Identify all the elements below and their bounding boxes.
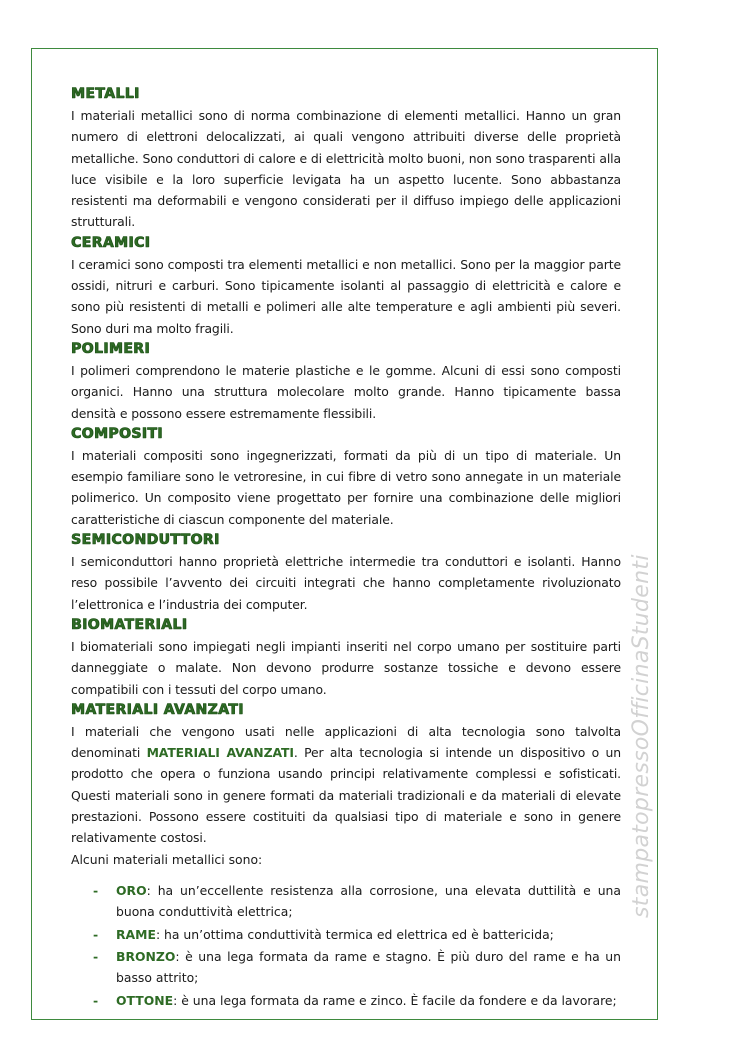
- heading-compositi: COMPOSITI: [71, 425, 163, 442]
- paragraph-materiali-avanzati: [71, 721, 621, 849]
- text-before-highlight: I materiali che vengono usati nelle applicazioni di alta tecnologia sono talvolta denominati: [71, 723, 621, 761]
- item-description: : ha un’eccellente resistenza alla corrosione, una elevata duttilità e una buona conduttività elettrica;: [116, 882, 621, 920]
- paragraph-ceramici: I ceramici sono composti tra elementi metallici e non metallici. Sono per la maggior parte ossidi, nitruri e carburi. Sono tipicamente isolanti al passaggio di elettricità e calore e sono più resistenti di metalli e polimeri alle alte temperature e agli ambienti più severi. Sono duri ma molto fragili.: [71, 256, 621, 336]
- item-term: BRONZO: [116, 949, 176, 965]
- item-term: OTTONE: [116, 992, 174, 1008]
- paragraph-biomateriali: I biomateriali sono impiegati negli impianti inseriti nel corpo umano per sostituire parti danneggiate o malate. Non devono produrre sostanze tossiche e devono essere compatibili con i tessuti del corpo umano.: [71, 638, 621, 697]
- text-after-highlight: . Per alta tecnologia si intende un dispositivo o un prodotto che opera o funziona usando principi relativamente complessi e sofisticati. Questi materiali sono in genere formati da materiali tradizionali e da materiali di elevate prestazioni. Possono essere costituiti da qualsiasi tipo di materiale e sono in genere relativamente costosi.: [71, 745, 622, 846]
- paragraph-semiconduttori: I semiconduttori hanno proprietà elettriche intermedie tra conduttori e isolanti. Hanno reso possibile l’avvento dei circuiti integrati che hanno completamente rivoluzionato l’elettronica e l’industria dei computer.: [71, 554, 621, 612]
- highlight-materiali-avanzati: MATERIALI AVANZATI: [146, 745, 294, 761]
- bullet-dash: -: [93, 992, 99, 1008]
- list-item: [71, 880, 621, 923]
- item-description: : è una lega formata da rame e stagno. È più duro del rame e ha un basso attrito;: [116, 949, 621, 986]
- paragraph-compositi: I materiali compositi sono ingegnerizzati, formati da più di un tipo di materiale. Un esempio familiare sono le vetroresine, in cui fibre di vetro sono annegate in un materiale polimerico. Un composito viene progettato per fornire una combinazione delle migliori caratteristiche di ciascun componente del materiale.: [71, 447, 621, 527]
- bullet-dash: -: [93, 926, 99, 942]
- bullet-dash: -: [93, 949, 99, 965]
- bullet-dash: -: [93, 882, 99, 898]
- list-intro: Alcuni materiali metallici sono:: [71, 851, 263, 867]
- document-body: [71, 84, 621, 1012]
- item-description: : è una lega formata da rame e zinco. È facile da fondere e da lavorare;: [173, 992, 617, 1008]
- metals-list: [71, 880, 621, 1011]
- item-term: ORO: [116, 882, 147, 898]
- item-description: : ha un’ottima conduttività termica ed elettrica ed è battericida;: [155, 926, 554, 942]
- list-item: [71, 924, 621, 945]
- heading-materiali-avanzati: MATERIALI AVANZATI: [71, 701, 244, 718]
- list-item: [71, 946, 621, 989]
- heading-metalli: METALLI: [71, 86, 140, 102]
- heading-polimeri: POLIMERI: [71, 340, 150, 357]
- watermark-text: stampatopressoOfficinaStudenti: [629, 554, 654, 918]
- list-item: [71, 990, 621, 1011]
- item-term: RAME: [116, 926, 156, 942]
- paragraph-polimeri: I polimeri comprendono le materie plastiche e le gomme. Alcuni di essi sono composti organici. Hanno una struttura molecolare molto grande. Hanno tipicamente bassa densità e possono essere estremamente flessibili.: [71, 362, 621, 421]
- heading-ceramici: CERAMICI: [71, 234, 151, 251]
- heading-semiconduttori: SEMICONDUTTORI: [71, 532, 220, 549]
- heading-biomateriali: BIOMATERIALI: [71, 616, 188, 633]
- paragraph-metalli: I materiali metallici sono di norma combinazione di elementi metallici. Hanno un gran numero di elettroni delocalizzati, ai quali vengono attribuiti diverse delle proprietà metalliche. Sono conduttori di calore e di elettricità molto buoni, non sono trasparenti alla luce visibile e la loro superficie levigata ha un aspetto lucente. Sono abbastanza resistenti ma deformabili e vengono considerati per il diffuso impiego delle applicazioni strutturali.: [71, 108, 621, 230]
